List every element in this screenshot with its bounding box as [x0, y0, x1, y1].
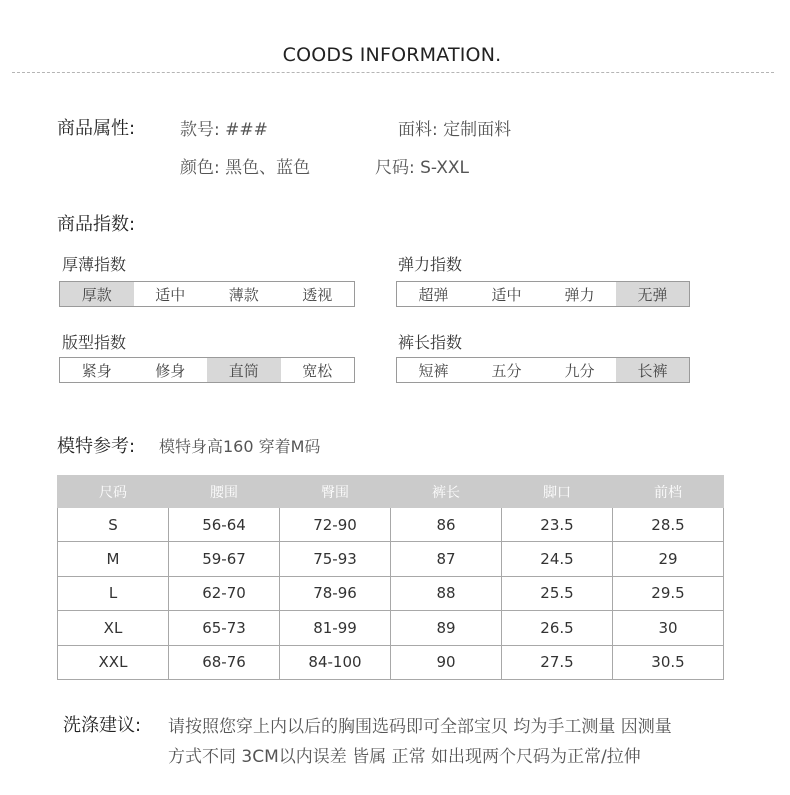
thickness-option: 适中 [155, 285, 186, 304]
table-cell: 89 [391, 611, 502, 645]
table-cell: 86 [391, 508, 502, 542]
table-cell: 24.5 [502, 542, 613, 576]
column-header: 腰围 [169, 476, 280, 508]
table-cell: 30 [613, 611, 724, 645]
table-cell: 65-73 [169, 611, 280, 645]
table-row [58, 611, 724, 645]
table-cell: 84-100 [280, 645, 391, 679]
table-cell: L [58, 576, 169, 610]
table-cell: S [58, 508, 169, 542]
length-index-label: 裤长指数 [398, 333, 463, 352]
table-cell: 30.5 [613, 645, 724, 679]
model-reference-label: 模特参考: [57, 436, 136, 457]
thickness-option: 薄款 [228, 285, 259, 304]
table-row [58, 508, 724, 542]
fabric: 面料: 定制面料 [398, 120, 512, 140]
table-cell: 25.5 [502, 576, 613, 610]
table-cell: 81-99 [280, 611, 391, 645]
length-option: 长裤 [616, 358, 689, 382]
thickness-option: 透视 [302, 285, 333, 304]
page-title: COODS INFORMATION. [282, 44, 502, 66]
table-cell: 90 [391, 645, 502, 679]
thickness-option: 厚款 [60, 282, 134, 306]
length-option: 短裤 [418, 361, 449, 380]
fit-option: 紧身 [81, 361, 112, 380]
fit-index-label: 版型指数 [62, 333, 127, 352]
elasticity-index-label: 弹力指数 [398, 255, 463, 274]
elasticity-option: 无弹 [616, 282, 689, 306]
table-cell: 87 [391, 542, 502, 576]
column-header: 尺码 [58, 476, 169, 508]
length-option: 五分 [491, 361, 522, 380]
table-row [58, 542, 724, 576]
table-cell: M [58, 542, 169, 576]
fit-option: 直筒 [207, 358, 281, 382]
table-cell: 59-67 [169, 542, 280, 576]
length-option: 九分 [564, 361, 595, 380]
column-header: 前档 [613, 476, 724, 508]
table-cell: 72-90 [280, 508, 391, 542]
table-cell: 29 [613, 542, 724, 576]
elasticity-option: 超弹 [418, 285, 449, 304]
table-cell: 62-70 [169, 576, 280, 610]
thickness-index-label: 厚薄指数 [62, 255, 127, 274]
color: 颜色: 黑色、蓝色 [180, 158, 311, 178]
elasticity-scale [396, 281, 690, 307]
table-cell: XL [58, 611, 169, 645]
table-cell: XXL [58, 645, 169, 679]
fit-option: 宽松 [302, 361, 333, 380]
column-header: 裤长 [391, 476, 502, 508]
size-table-body [58, 508, 724, 680]
table-row [58, 645, 724, 679]
size-table-header [58, 476, 724, 508]
table-cell: 28.5 [613, 508, 724, 542]
care-label: 洗涤建议: [63, 715, 142, 736]
table-cell: 23.5 [502, 508, 613, 542]
title-divider [12, 72, 774, 73]
table-cell: 75-93 [280, 542, 391, 576]
table-cell: 88 [391, 576, 502, 610]
style-number: 款号: ### [180, 120, 268, 140]
table-cell: 29.5 [613, 576, 724, 610]
table-cell: 68-76 [169, 645, 280, 679]
elasticity-option: 适中 [491, 285, 522, 304]
column-header: 臀围 [280, 476, 391, 508]
table-row [58, 576, 724, 610]
length-scale [396, 357, 690, 383]
care-text-line-2: 方式不同 3CM以内误差 皆属 正常 如出现两个尺码为正常/拉伸 [168, 747, 641, 767]
column-header: 脚口 [502, 476, 613, 508]
model-reference-text: 模特身高160 穿着M码 [159, 437, 321, 456]
thickness-scale [59, 281, 355, 307]
attributes-label: 商品属性: [57, 118, 136, 139]
indices-label: 商品指数: [57, 214, 136, 235]
size-table [57, 475, 724, 680]
care-text-line-1: 请按照您穿上内以后的胸围选码即可全部宝贝 均为手工测量 因测量 [168, 717, 672, 737]
fit-option: 修身 [155, 361, 186, 380]
size-range: 尺码: S-XXL [375, 158, 469, 178]
table-cell: 27.5 [502, 645, 613, 679]
table-cell: 26.5 [502, 611, 613, 645]
fit-scale [59, 357, 355, 383]
table-cell: 56-64 [169, 508, 280, 542]
table-cell: 78-96 [280, 576, 391, 610]
elasticity-option: 弹力 [564, 285, 595, 304]
